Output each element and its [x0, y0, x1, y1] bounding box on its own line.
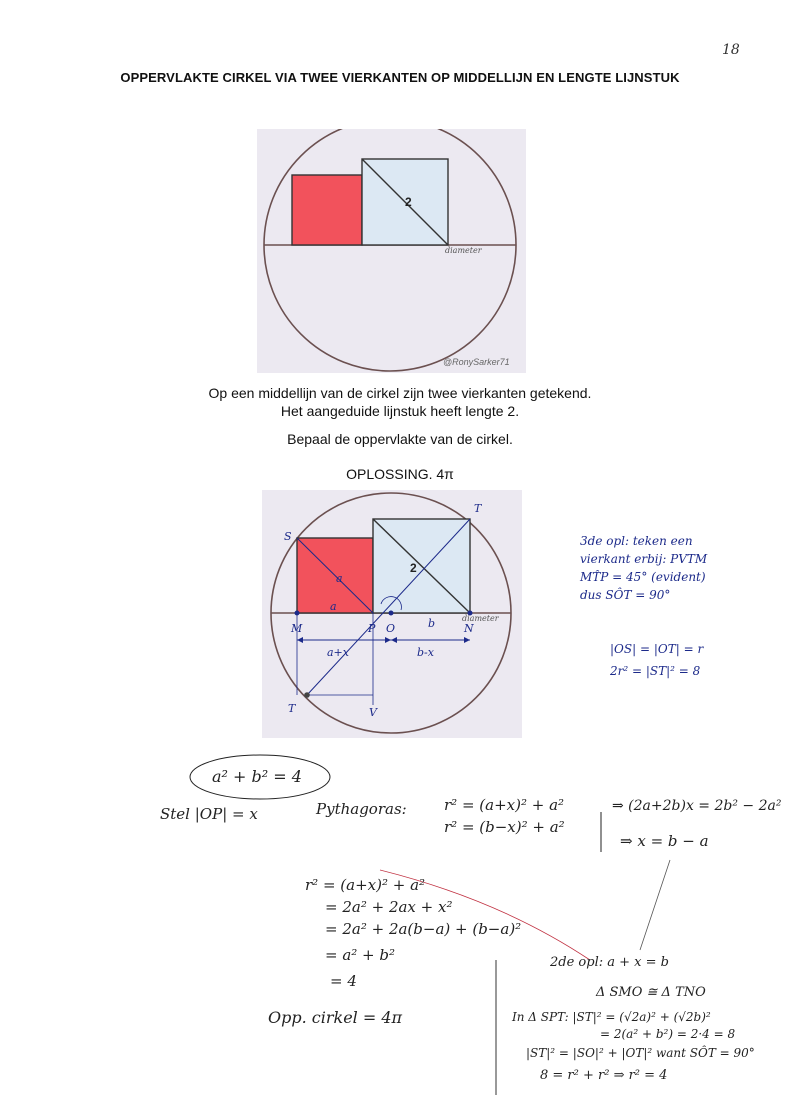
watermark: @RonySarker71 — [443, 357, 510, 367]
segment-label: 2 — [410, 561, 417, 575]
eq-2: r² = (b−x)² + a² — [444, 818, 565, 836]
side-note-line: 2r² = |ST|² = 8 — [610, 664, 701, 678]
label-T-top: T — [474, 502, 482, 515]
solution-label: OPLOSSING. 4π — [346, 466, 454, 482]
implies-1: ⇒ (2a+2b)x = 2b² − 2a² — [612, 798, 782, 814]
side-note-line: MT̂P = 45° (evident) — [580, 570, 706, 584]
problem-line-1: Op een middellijn van de cirkel zijn twee vierkanten getekend. — [208, 385, 592, 401]
method2-line: |ST|² = |SO|² + |OT|² want SÔT = 90° — [526, 1046, 755, 1060]
side-note-line: |OS| = |OT| = r — [610, 642, 704, 656]
label-S: S — [284, 530, 292, 543]
derivation-5: = 4 — [330, 972, 357, 990]
derivation-4: = a² + b² — [325, 946, 396, 964]
diameter-label: diameter — [445, 246, 482, 255]
method2-line: Δ SMO ≅ Δ TNO — [596, 985, 706, 1000]
label-V: V — [369, 706, 377, 719]
method2-line: 8 = r² + r² ⇒ r² = 4 — [540, 1068, 668, 1083]
page-title: OPPERVLAKTE CIRKEL VIA TWEE VIERKANTEN OP MIDDELLIJN EN LENGTE LIJNSTUK — [120, 70, 680, 85]
diameter-label: diameter — [462, 614, 499, 623]
label-b-minus-x: b-x — [417, 646, 434, 659]
page-number: 18 — [722, 42, 740, 58]
label-M: M — [291, 622, 303, 635]
label-a-side: a — [330, 600, 337, 613]
method2-line: 2de opl: a + x = b — [550, 955, 669, 970]
side-note-line: dus SÔT = 90° — [580, 588, 671, 602]
connector-line — [640, 860, 670, 950]
derivation-3: = 2a² + 2a(b−a) + (b−a)² — [325, 920, 522, 938]
implies-2: ⇒ x = b − a — [620, 832, 709, 850]
problem-line-2: Het aangeduide lijnstuk heeft lengte 2. — [280, 403, 520, 419]
circled-equation: a² + b² = 4 — [212, 767, 302, 786]
label-b: b — [428, 617, 436, 630]
derivation-2: = 2a² + 2ax + x² — [325, 898, 453, 916]
label-O: O — [386, 622, 396, 635]
label-T-bottom: T — [288, 702, 296, 715]
eq-1: r² = (a+x)² + a² — [444, 796, 565, 814]
side-note-line: 3de opl: teken een — [580, 534, 693, 548]
stel-line: Stel |OP| = x — [160, 805, 258, 823]
side-note-line: vierkant erbij: PVTM — [580, 552, 708, 566]
segment-label: 2 — [405, 195, 412, 209]
label-N: N — [464, 622, 474, 635]
derivation-1: r² = (a+x)² + a² — [305, 876, 426, 894]
label-a-diagonal: a — [336, 572, 343, 585]
method2-line: In Δ SPT: |ST|² = (√2a)² + (√2b)² — [512, 1010, 711, 1024]
method2-line: = 2(a² + b²) = 2·4 = 8 — [600, 1027, 736, 1041]
area-result: Opp. cirkel = 4π — [268, 1008, 403, 1027]
pythagoras-label: Pythagoras: — [316, 800, 407, 818]
label-P: P — [368, 622, 376, 635]
label-a-plus-x: a+x — [327, 646, 349, 659]
problem-line-3: Bepaal de oppervlakte van de cirkel. — [287, 431, 513, 447]
